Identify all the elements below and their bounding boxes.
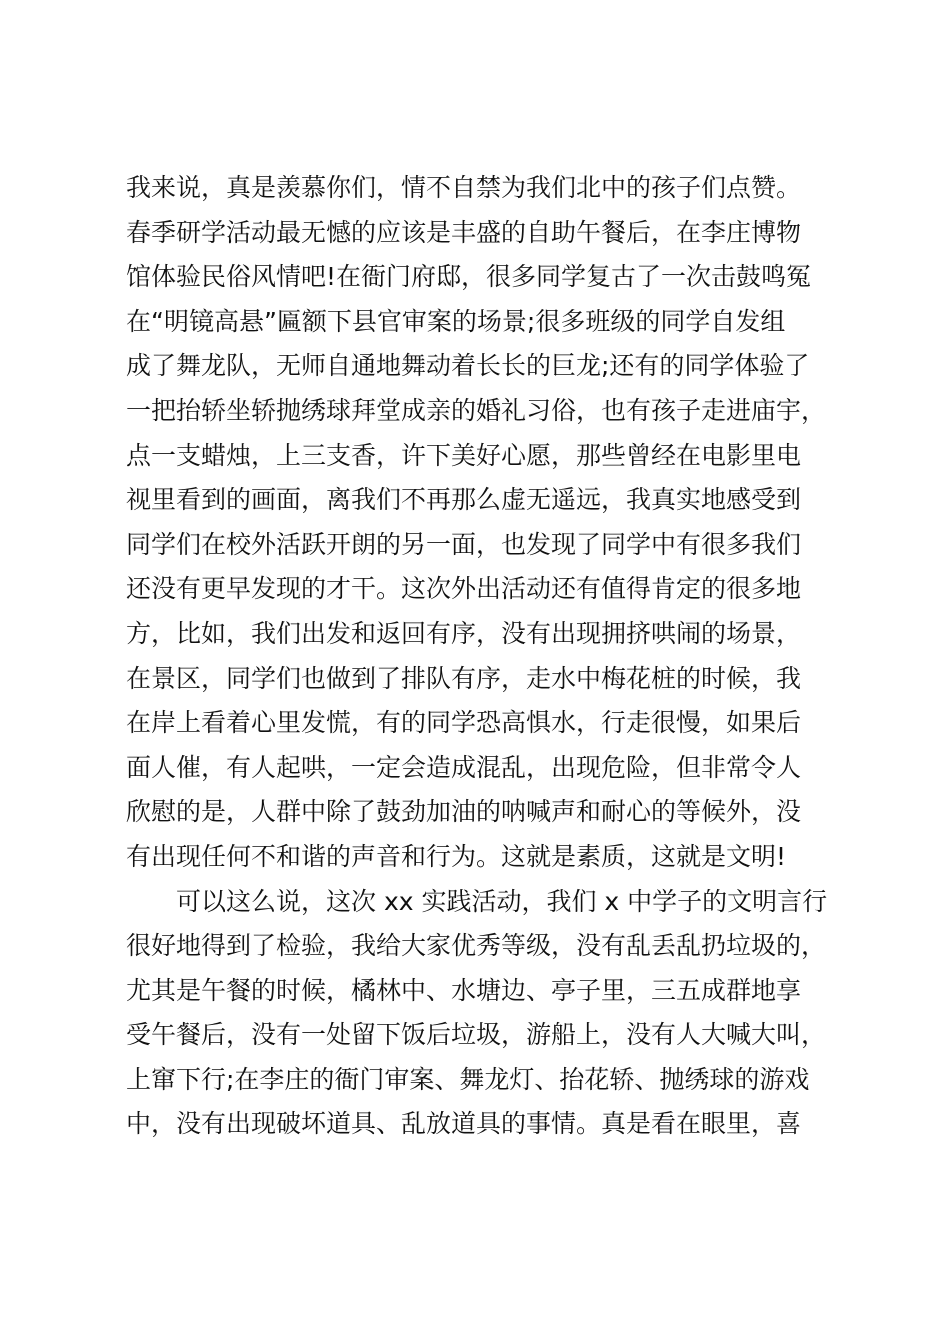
text-line: 很好地得到了检验，我给大家优秀等级，没有乱丢乱扔垃圾的， — [126, 931, 827, 961]
text-line: 上窜下行;在李庄的衙门审案、舞龙灯、抬花轿、抛绣球的游戏 — [126, 1064, 810, 1094]
text-line: 我来说，真是羡慕你们，情不自禁为我们北中的孩子们点赞。 — [126, 173, 802, 202]
text-line: 中，没有出现破坏道具、乱放道具的事情。真是看在眼里，喜 — [126, 1109, 802, 1139]
text-line: 视里看到的画面，离我们不再那么虚无遥远，我真实地感受到 — [126, 485, 802, 515]
text-line: 在岸上看着心里发慌，有的同学恐高惧水，行走很慢，如果后 — [126, 708, 802, 738]
text-line: 在“明镜高悬”匾额下县官审案的场景;很多班级的同学自发组 — [126, 306, 786, 336]
text-line: 欣慰的是，人群中除了鼓劲加油的呐喊声和耐心的等候外，没 — [126, 797, 802, 827]
text-line: 方，比如，我们出发和返回有序，没有出现拥挤哄闹的场景， — [126, 618, 802, 648]
text-line: 成了舞龙队，无师自通地舞动着长长的巨龙;还有的同学体验了 — [126, 351, 810, 381]
text-line: 馆体验民俗风情吧!在衙门府邸，很多同学复古了一次击鼓鸣冤 — [126, 262, 812, 292]
text-line: 同学们在校外活跃开朗的另一面，也发现了同学中有很多我们 — [126, 529, 802, 559]
body-text — [126, 166, 836, 1147]
text-line: 还没有更早发现的才干。这次外出活动还有值得肯定的很多地 — [126, 574, 802, 604]
text-line: 春季研学活动最无憾的应该是丰盛的自助午餐后，在李庄博物 — [126, 217, 802, 247]
text-line: 受午餐后，没有一处留下饭后垃圾，游船上，没有人大喊大叫， — [126, 1020, 827, 1050]
text-line: 一把抬轿坐轿抛绣球拜堂成亲的婚礼习俗，也有孩子走进庙宇， — [126, 395, 827, 425]
text-line: 有出现任何不和谐的声音和行为。这就是素质，这就是文明! — [126, 841, 787, 871]
text-line: 面人催，有人起哄，一定会造成混乱，出现危险，但非常令人 — [126, 752, 802, 782]
text-line-indented: 可以这么说，这次 xx 实践活动，我们 x 中学子的文明言行 — [176, 886, 828, 916]
text-line: 在景区，同学们也做到了排队有序，走水中梅花桩的时候，我 — [126, 663, 802, 693]
text-line: 点一支蜡烛，上三支香，许下美好心愿，那些曾经在电影里电 — [126, 440, 802, 470]
text-line: 尤其是午餐的时候，橘林中、水塘边、亭子里，三五成群地享 — [126, 975, 802, 1005]
